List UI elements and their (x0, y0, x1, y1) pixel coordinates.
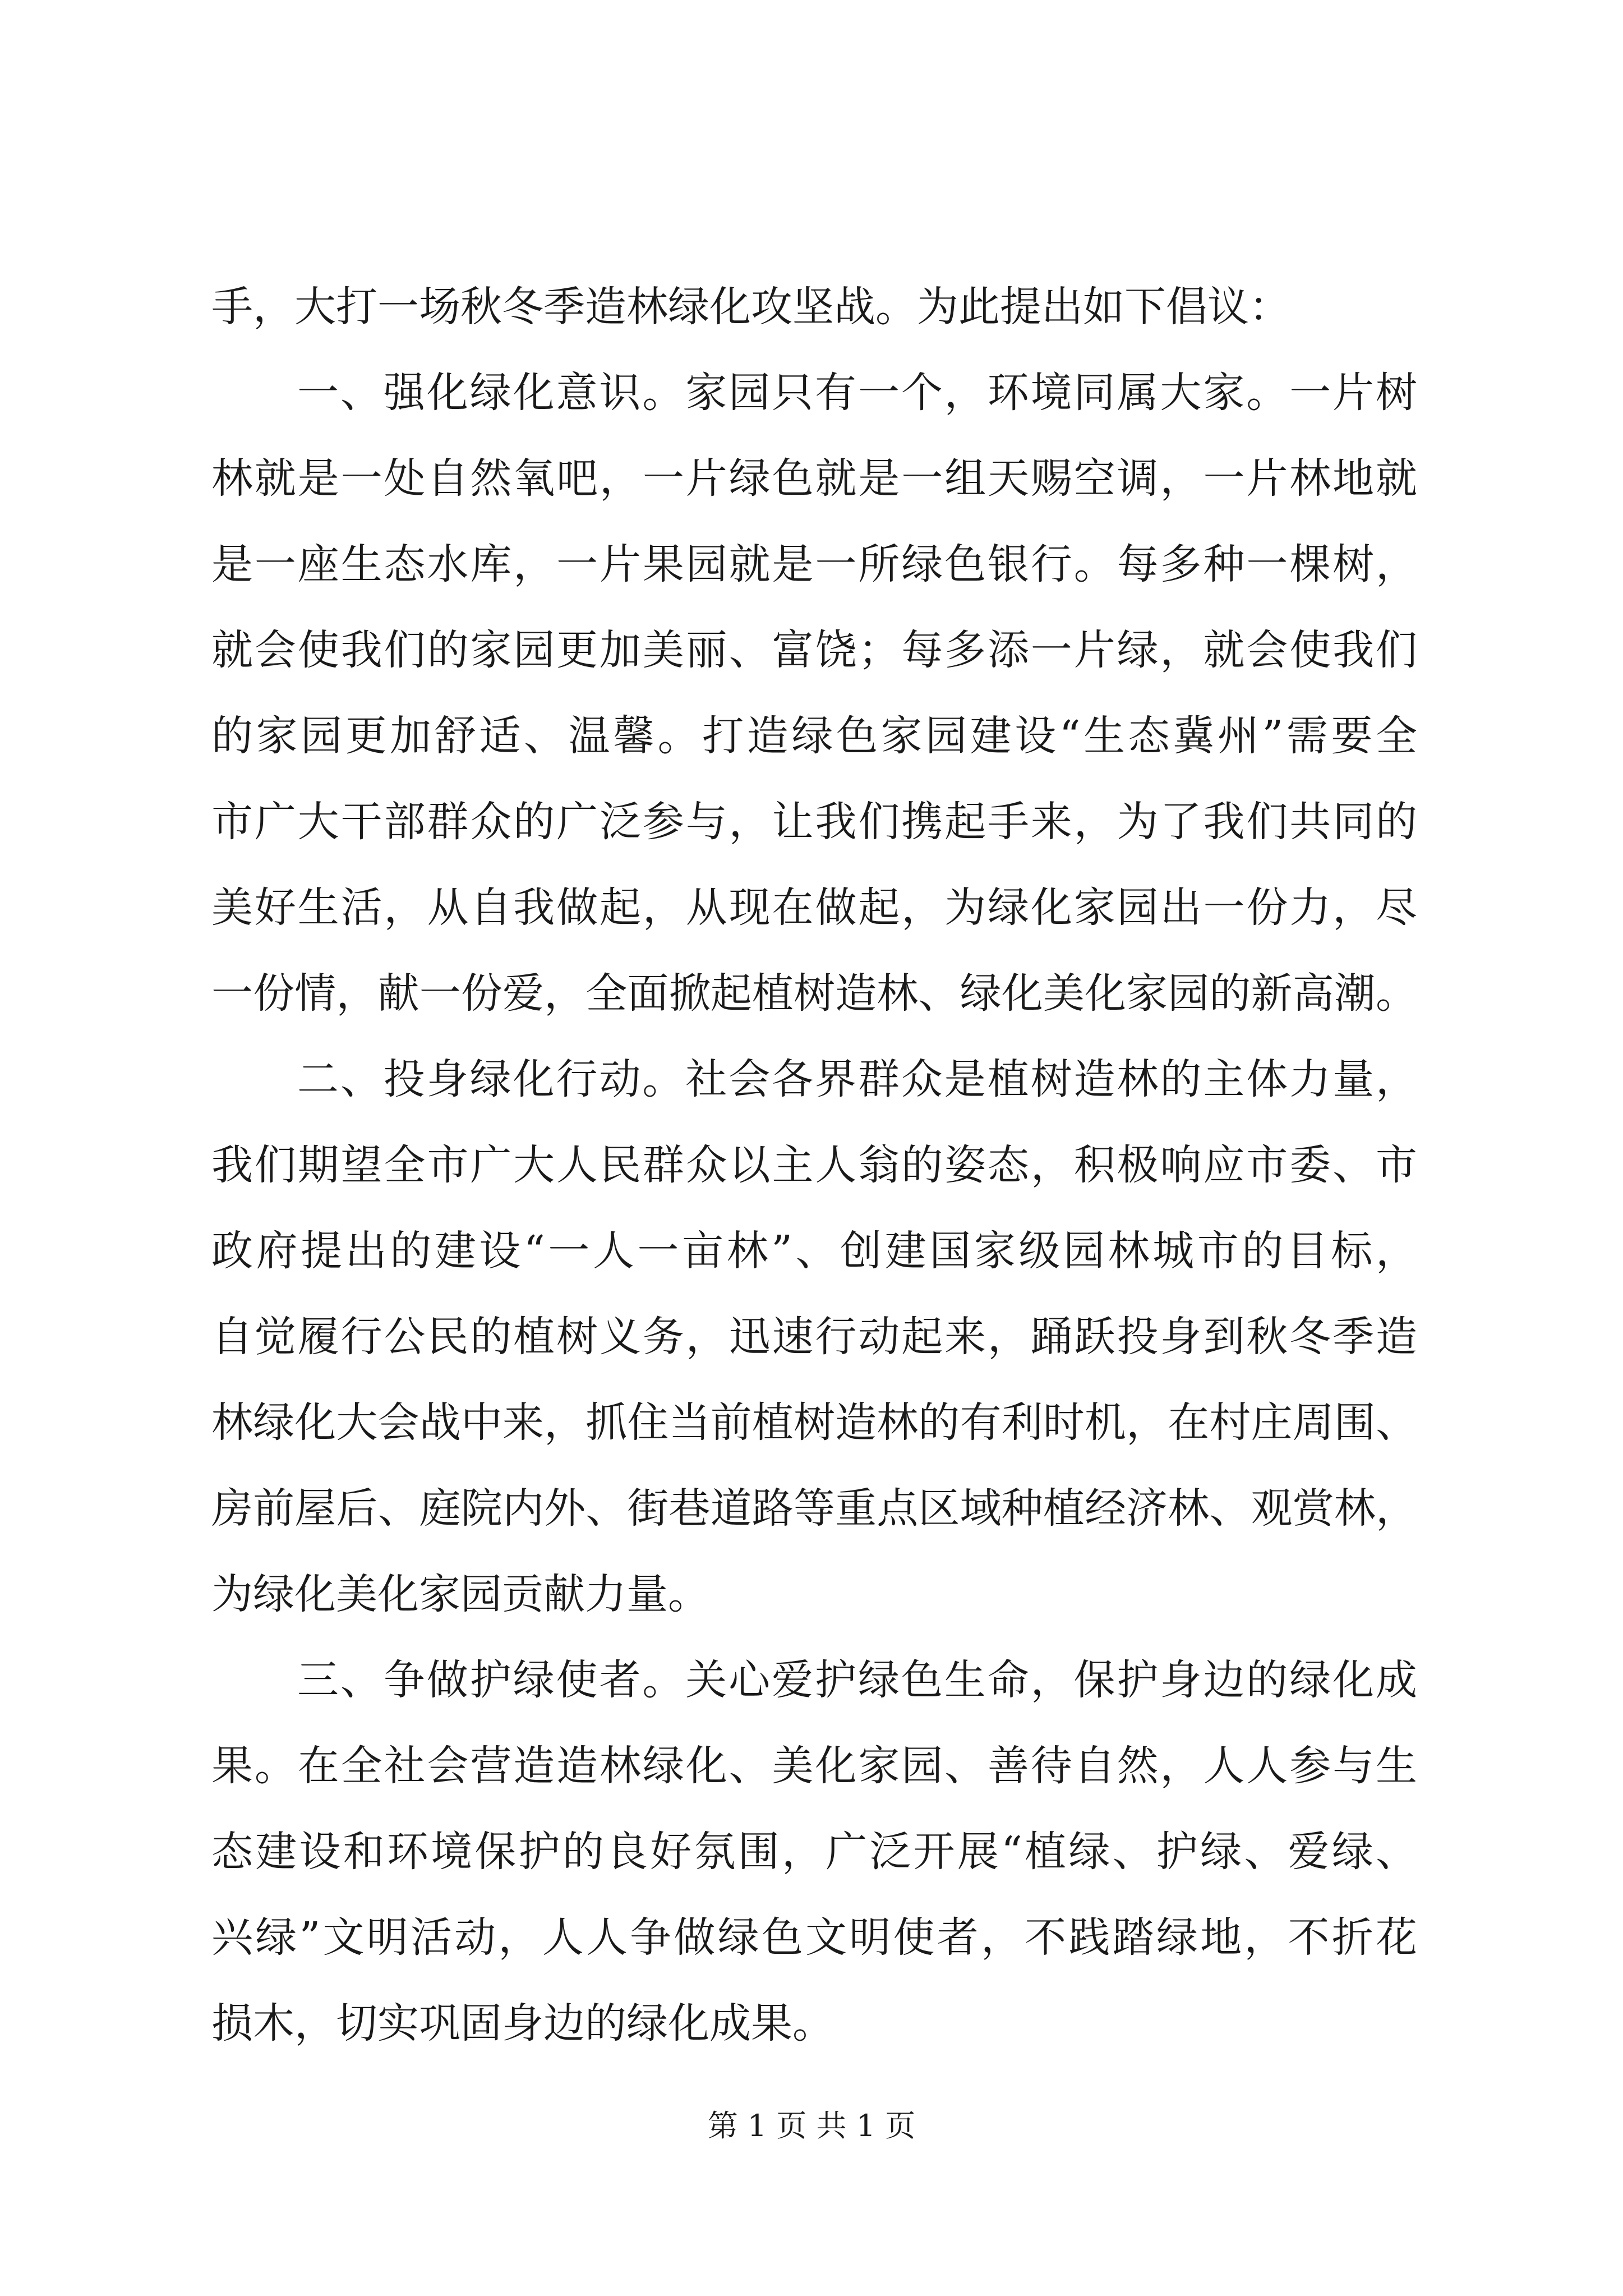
body-line: 林绿化大会战中来，抓住当前植树造林的有利时机，在村庄周围、 (211, 1398, 1417, 1447)
body-line: 林就是一处自然氧吧，一片绿色就是一组天赐空调，一片林地就 (211, 454, 1417, 503)
body-line: 美好生活，从自我做起，从现在做起，为绿化家园出一份力，尽 (211, 884, 1417, 932)
body-line: 手，大打一场秋冬季造林绿化攻坚战。为此提出如下倡议： (211, 283, 1290, 331)
page-number-footer: 第 1 页 共 1 页 (707, 2108, 916, 2143)
body-line: 损木，切实巩固身边的绿化成果。 (211, 1999, 834, 2047)
body-line: 我们期望全市广大人民群众以主人翁的姿态，积极响应市委、市 (211, 1141, 1417, 1189)
body-line: 就会使我们的家园更加美丽、富饶；每多添一片绿，就会使我们 (211, 626, 1417, 674)
paragraph-3-first-line: 三、争做护绿使者。关心爱护绿色生命，保护身边的绿化成 (297, 1656, 1417, 1704)
body-line: 的家园更加舒适、温馨。打造绿色家园建设“生态冀州”需要全 (211, 712, 1417, 760)
paragraph-2-first-line: 二、投身绿化行动。社会各界群众是植树造林的主体力量， (297, 1055, 1417, 1103)
body-line: 房前屋后、庭院内外、街巷道路等重点区域种植经济林、观赏林， (211, 1484, 1417, 1533)
body-line: 果。在全社会营造造林绿化、美化家园、善待自然，人人参与生 (211, 1742, 1417, 1790)
body-line: 市广大干部群众的广泛参与，让我们携起手来，为了我们共同的 (211, 798, 1417, 846)
body-line: 是一座生态水库，一片果园就是一所绿色银行。每多种一棵树， (211, 540, 1417, 588)
body-line: 政府提出的建设“一人一亩林”、创建国家级园林城市的目标， (211, 1227, 1417, 1275)
body-line: 一份情，献一份爱，全面掀起植树造林、绿化美化家园的新高潮。 (211, 969, 1417, 1018)
paragraph-1-first-line: 一、强化绿化意识。家园只有一个，环境同属大家。一片树 (297, 369, 1417, 417)
body-line: 态建设和环境保护的良好氛围，广泛开展“植绿、护绿、爱绿、 (211, 1828, 1417, 1876)
body-line: 自觉履行公民的植树义务，迅速行动起来，踊跃投身到秋冬季造 (211, 1313, 1417, 1361)
body-line: 兴绿”文明活动，人人争做绿色文明使者，不践踏绿地，不折花 (211, 1913, 1417, 1962)
body-line: 为绿化美化家园贡献力量。 (211, 1570, 709, 1618)
